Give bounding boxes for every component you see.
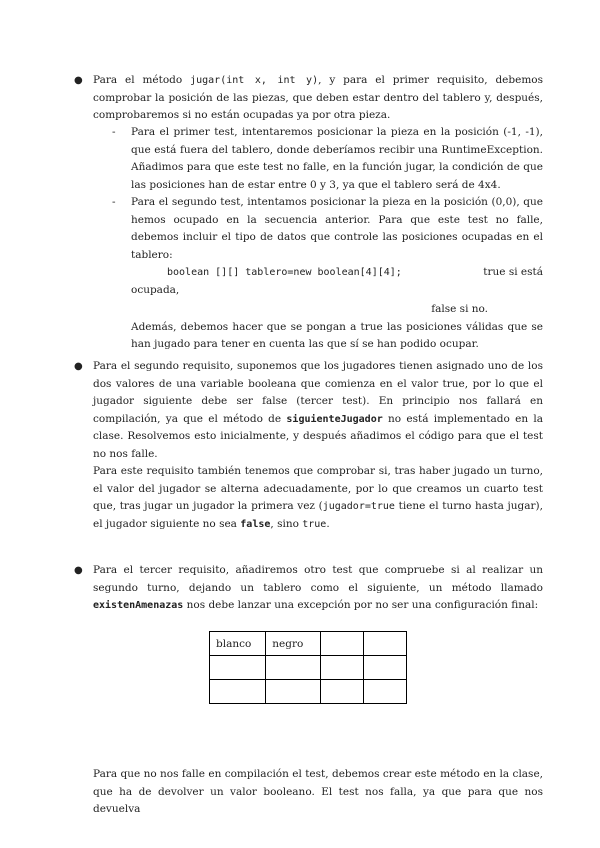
bullet-1: ● bbox=[74, 75, 83, 86]
board-table bbox=[209, 631, 407, 704]
table-cell bbox=[363, 656, 406, 680]
table-row bbox=[210, 680, 407, 704]
false-keyword: false bbox=[240, 518, 271, 530]
true-keyword: true bbox=[302, 518, 327, 530]
table-cell bbox=[320, 632, 363, 656]
table-cell: negro bbox=[266, 632, 321, 656]
req2-paragraph: Para el segundo requisito, suponemos que los jugadores tienen asignado uno de los dos valores de una variable booleana que comienza en el valor true, por lo que el jugador siguiente debe ser false (tercer test). En principio nos fallará en compilación, ya que el método de siguienteJugador no está implementado en la clase. Resolvemos esto inicialmente, y después añadimos el código para que el test no nos falle. Para este requisito también tenemos que comprobar si, tras haber jugado un turno, el valor del jugador se alterna adecuadamente, por lo que creamos un cuarto test que, tras jugar un jugador la primera vez (jugador=true tiene el turno hasta jugar), el jugador siguiente no sea false, sino true. bbox=[93, 360, 543, 530]
table-cell bbox=[266, 680, 321, 704]
tablero-code: boolean [][] tablero=new boolean[4][4]; bbox=[167, 267, 402, 278]
req1-sub1: Para el primer test, intentaremos posicionar la pieza en la posición (-1, -1), que está fuera del tablero, donde deberíamos recibir una RuntimeException. Añadimos para que este test no falle, en la función jugar, la condición de que las posiciones han de estar entre 0 y 3, ya que el tablero será de 4x4. bbox=[131, 126, 543, 191]
existen-amenazas-code: existenAmenazas bbox=[93, 600, 184, 611]
dash-2: - bbox=[112, 196, 116, 208]
req3-paragraph: Para el tercer requisito, añadiremos otro test que compruebe si al realizar un segundo turno, dejando un tablero como el siguiente, un método llamado existenAmenazas nos debe lanzar una excepción por no ser una configuración final: bbox=[93, 564, 543, 611]
table-cell bbox=[266, 656, 321, 680]
bullet-3: ● bbox=[74, 565, 83, 576]
bullet-2: ● bbox=[74, 361, 83, 372]
jugador-true-code: jugador=true bbox=[322, 501, 395, 512]
table-cell bbox=[320, 656, 363, 680]
table-row bbox=[210, 632, 407, 656]
table-cell bbox=[363, 680, 406, 704]
req3-after-paragraph: Para que no nos falle en compilación el test, debemos crear este método en la clase, que ha de devolver un valor booleano. El test nos falla, ya que para que nos devuelva bbox=[93, 768, 543, 815]
siguiente-jugador-code: siguienteJugador bbox=[286, 413, 383, 425]
table-cell bbox=[320, 680, 363, 704]
table-cell bbox=[363, 632, 406, 656]
req1-paragraph: Para el método jugar(int x, int y), y para el primer requisito, debemos comprobar la posición de las piezas, que deben estar dentro del tablero y, después, comprobaremos si no están ocupadas ya por otra pieza. bbox=[93, 74, 543, 121]
jugar-method-code: jugar(int x, int y) bbox=[190, 75, 319, 86]
table-cell bbox=[210, 680, 266, 704]
table-row bbox=[210, 656, 407, 680]
req1-sub2: Para el segundo test, intentamos posicionar la pieza en la posición (0,0), que hemos ocupado en la secuencia anterior. Para que este test no falle, debemos incluir el tipo de datos que controle las posiciones ocupadas en el tablero: boolean [][] tablero=new boolean[4][4]; true si está ocupada, false si no. Además, debemos hacer que se pongan a true las posiciones válidas que se han jugado para tener en cuenta las que sí se han podido ocupar. bbox=[131, 196, 543, 350]
dash-1: - bbox=[112, 126, 116, 138]
table-cell bbox=[210, 656, 266, 680]
table-cell: blanco bbox=[210, 632, 266, 656]
